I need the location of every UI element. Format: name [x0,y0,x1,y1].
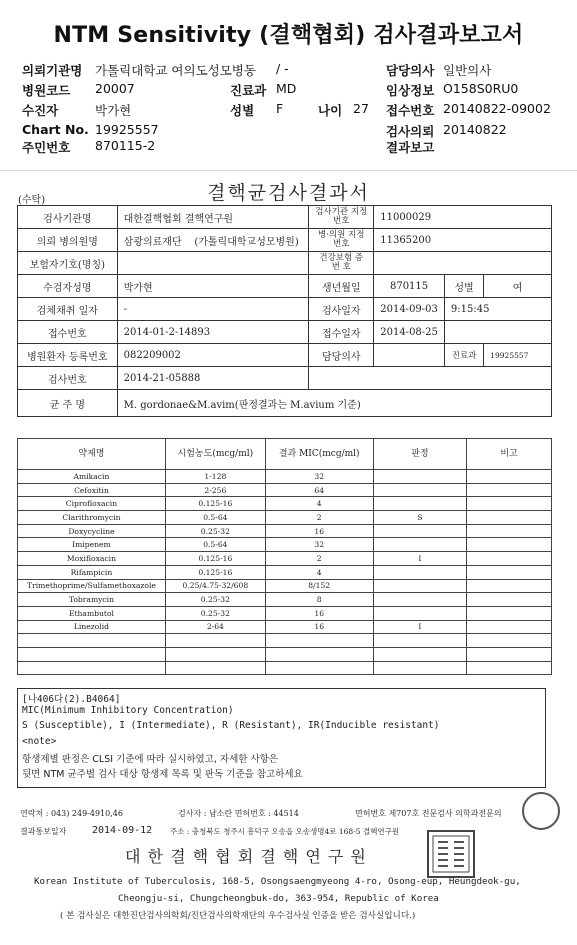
mic-value: 4 [265,565,373,579]
interpretation [373,470,467,484]
test-range: 2-64 [165,620,265,634]
remarks [467,593,552,607]
info-row [18,390,552,417]
address-kr: 주소 : 충청북도 청주시 흥덕구 오송읍 오송생명4로 168-5 결핵연구원 [170,827,400,836]
test-range [165,647,265,661]
drug-header-row [18,439,552,470]
drug-row [18,565,552,579]
info-label: 담당의사 [309,344,374,367]
info-row [18,206,552,229]
age: 27 [353,101,369,116]
info-label: 검사기관 지정번호 [309,206,374,229]
info-label: 균 주 명 [18,390,118,417]
info-value: 9:15:45 [444,298,551,321]
chart-no: 19925557 [95,122,159,137]
mic-value: 8/152 [265,579,373,593]
drug-row [18,661,552,675]
info-label: 건강보험 증 번 호 [309,252,374,275]
drug-name: Rifampicin [18,565,166,579]
interpretation [373,634,467,648]
info-table [17,205,552,417]
col-mic: 결과 MIC(mcg/ml) [265,439,373,470]
interpretation [373,483,467,497]
label-request-date: 검사의뢰 [386,124,435,139]
mic-value: 32 [265,470,373,484]
drug-row [18,524,552,538]
remarks [467,634,552,648]
interpretation [373,497,467,511]
test-range [165,661,265,675]
info-value-cell [117,229,309,252]
label-clinical-info: 임상정보 [386,83,435,98]
info-label: 생년월일 [309,275,374,298]
test-range: 0.25-32 [165,524,265,538]
info-value: 2014-08-25 [374,321,445,344]
patient-name: 박가현 [95,103,132,118]
col-remarks: 비고 [467,439,552,470]
report-date-label: 결과통보일자 [20,827,67,836]
info-label: 검체채취 일자 [18,298,118,321]
test-range: 0.25/4.75-32/608 [165,579,265,593]
certification: ( 본 검사실은 대한진단검사의학회/진단검사의학재단의 우수검사실 인증을 받은 검사실입니다.) [60,911,416,921]
report-date: 2014-09-12 [92,825,153,836]
label-chart-no: Chart No. [22,122,89,137]
drug-name: Clarithromycin [18,511,166,525]
clinical-info: O158S0RU0 [443,81,519,96]
mic-value: 32 [265,538,373,552]
info-label: 검사기관명 [18,206,118,229]
hospital-code: 20007 [95,81,135,96]
info-label: 성별 [444,275,483,298]
info-label: 진료과 [444,344,483,367]
requesting-institution: 가톨릭대학교 여의도성모병동 [95,63,256,78]
info-value: 11365200 [374,229,552,252]
info-label: 보험자기호(명칭) [18,252,118,275]
label-department: 진료과 [230,83,267,98]
contact: 연락처 : 043) 249-4910,46 [20,809,123,818]
info-value: 2014-09-03 [374,298,445,321]
drug-row [18,634,552,648]
notes-box [17,688,546,788]
info-value: 여 [484,275,552,298]
resident-no: 870115-2 [95,138,156,153]
drug-name: Moxifloxacin [18,552,166,566]
info-label: 병원환자 등록번호 [18,344,118,367]
square-seal-stamp [427,830,475,878]
test-range: 1-128 [165,470,265,484]
interpretation [373,565,467,579]
label-doctor: 담당의사 [386,63,435,78]
interpretation: S [373,511,467,525]
interpretation [373,579,467,593]
report-title: 결핵균검사결과서 [207,182,370,204]
info-label: 병·의원 지정번호 [309,229,374,252]
interpretation [373,593,467,607]
info-value: 2014-01-2-14893 [117,321,309,344]
info-label: 검사번호 [18,367,118,390]
note-line: MIC(Minimum Inhibitory Concentration) [22,705,234,716]
drug-row [18,470,552,484]
drug-name [18,661,166,675]
drug-name: Trimethoprime/Sulfamethoxazole [18,579,166,593]
interpretation: I [373,620,467,634]
mic-value: 2 [265,511,373,525]
info-value: 2014-21-05888 [117,367,309,390]
info-value: 082209002 [117,344,309,367]
drug-row [18,593,552,607]
mic-value: 16 [265,524,373,538]
remarks [467,620,552,634]
test-range: 2-256 [165,483,265,497]
sex: F [276,101,284,116]
interpretation [373,538,467,552]
note-line: S (Susceptible), I (Intermediate), R (Resistant), IR(Inducible resistant) [22,720,440,731]
receipt-no: 20140822-09002 [443,101,551,116]
remarks [467,579,552,593]
drug-name [18,647,166,661]
remarks [467,606,552,620]
interpretation [373,606,467,620]
mic-value [265,661,373,675]
col-drug-name: 약제명 [18,439,166,470]
info-label: 의뢰 병의원명 [18,229,118,252]
info-value: 박가현 [117,275,309,298]
doctor: 일반의사 [443,63,492,78]
license: 면허번호 제707호 전문검사 의학과전문의 [355,809,502,818]
test-range: 0.25-32 [165,593,265,607]
test-range: 0.5-64 [165,538,265,552]
drug-name: Tobramycin [18,593,166,607]
label-hospital-code: 병원코드 [22,83,71,98]
address-en-1: Korean Institute of Tuberculosis, 168-5, Osongsaengmyeong 4-ro, Osong-eup, Heungdeok-gu, [34,876,521,887]
remarks [467,661,552,675]
page-title: NTM Sensitivity (결핵협회) 검사결과보고서 [53,23,524,48]
info-label: 수검자성명 [18,275,118,298]
mic-value [265,647,373,661]
info-row [18,275,552,298]
inspector: 검사자 : 남소란 면허번호 : 44514 [178,809,299,818]
drug-table [17,438,552,675]
info-label: 접수번호 [18,321,118,344]
interpretation: I [373,552,467,566]
drug-row [18,647,552,661]
info-row [18,344,552,367]
note-line: <note> [22,736,57,747]
drug-name: Linezolid [18,620,166,634]
mic-value [265,634,373,648]
remarks [467,497,552,511]
remarks [467,524,552,538]
note-line: 뒷면 NTM 균주별 검사 대상 항생제 목록 및 판독 기준을 참고하세요 [22,769,303,780]
drug-row [18,538,552,552]
test-range: 0.125-16 [165,497,265,511]
remarks [467,470,552,484]
drug-name: Amikacin [18,470,166,484]
info-row [18,367,552,390]
label-receipt-no: 접수번호 [386,103,435,118]
interpretation [373,524,467,538]
remarks [467,483,552,497]
info-value: 대한결핵협회 결핵연구원 [117,206,309,229]
drug-row [18,497,552,511]
info-value: 870115 [374,275,445,298]
remarks [467,538,552,552]
drug-row [18,620,552,634]
info-row [18,321,552,344]
test-range: 0.125-16 [165,552,265,566]
request-date: 20140822 [443,122,507,137]
round-seal-stamp [522,792,560,830]
drug-name: Imipenem [18,538,166,552]
test-range [165,634,265,648]
drug-row [18,606,552,620]
info-row [18,298,552,321]
mic-value: 4 [265,497,373,511]
mic-value: 16 [265,606,373,620]
info-row [18,229,552,252]
info-label: 검사일자 [309,298,374,321]
drug-name [18,634,166,648]
test-range: 0.5-64 [165,511,265,525]
mic-value: 8 [265,593,373,607]
test-range: 0.125-16 [165,565,265,579]
info-value: 11000029 [374,206,552,229]
info-value: 삼광의료재단 [123,236,182,248]
info-value: 19925557 [484,344,552,367]
drug-rows [18,470,552,675]
drug-row [18,579,552,593]
remarks [467,511,552,525]
drug-row [18,511,552,525]
label-result-report: 결과보고 [386,140,435,155]
seal-pattern [429,832,473,876]
mic-value: 64 [265,483,373,497]
mic-value: 16 [265,620,373,634]
test-range: 0.25-32 [165,606,265,620]
org-name: 대 한 결 핵 협 회 결 핵 연 구 원 [125,847,367,866]
label-age: 나이 [318,103,343,118]
interpretation [373,661,467,675]
strain-name: M. gordonae&M.avim(판정결과는 M.avium 기준) [117,390,551,417]
drug-row [18,552,552,566]
drug-name: Cefoxitin [18,483,166,497]
note-code: [나406다(2).B4064] [22,694,121,705]
remarks [467,565,552,579]
label-patient: 수진자 [22,103,59,118]
label-requesting-institution: 의뢰기관명 [22,63,83,78]
mic-value: 2 [265,552,373,566]
info-label: 접수일자 [309,321,374,344]
drug-row [18,483,552,497]
consignment-tag: (수탁) [18,195,46,206]
remarks [467,552,552,566]
ward: / - [276,61,289,76]
address-en-2: Cheongju-si, Chungcheongbuk-do, 363-954, Republic of Korea [118,893,439,904]
info-value-sub: (가톨릭대학교성모병원) [194,236,299,248]
label-resident-no: 주민번호 [22,140,71,155]
note-line: 항생제별 판정은 CLSI 기준에 따라 실시하였고, 자세한 사항은 [22,754,278,765]
col-interpretation: 판정 [373,439,467,470]
drug-name: Ciprofloxacin [18,497,166,511]
interpretation [373,647,467,661]
department: MD [276,81,297,96]
remarks [467,647,552,661]
col-test-range: 시험농도(mcg/ml) [165,439,265,470]
info-value: - [117,298,309,321]
drug-name: Ethambutol [18,606,166,620]
drug-name: Doxycycline [18,524,166,538]
info-row [18,252,552,275]
label-sex: 성별 [230,103,255,118]
